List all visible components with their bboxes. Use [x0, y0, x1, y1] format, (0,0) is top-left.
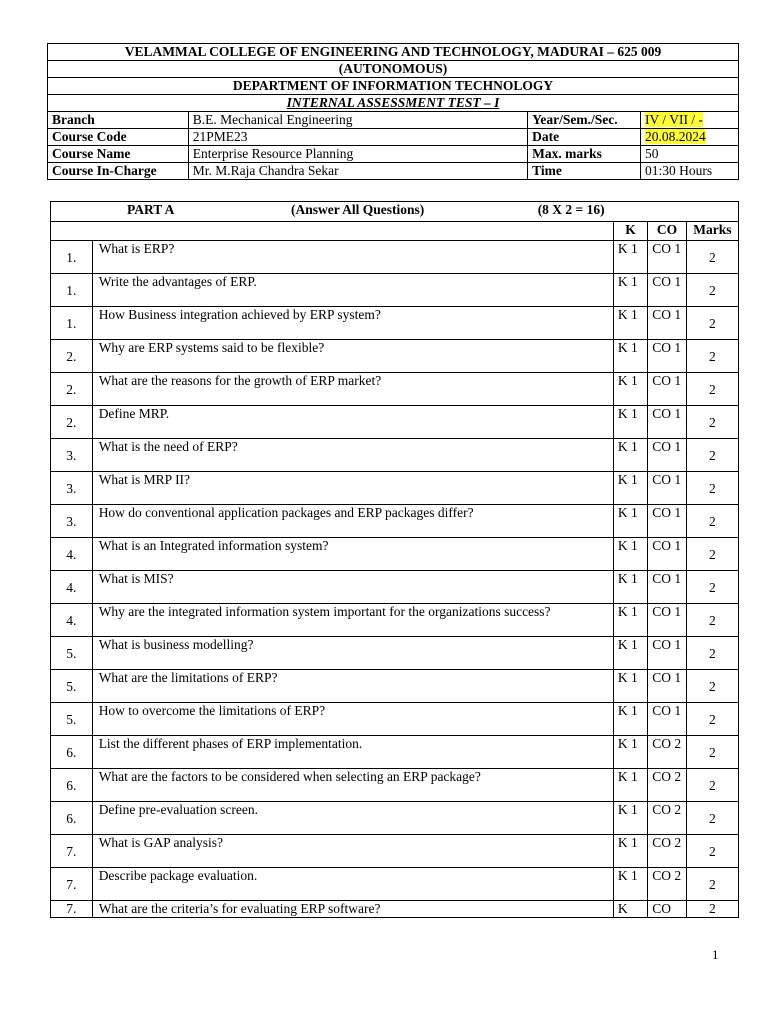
autonomous-label: (AUTONOMOUS): [48, 61, 739, 78]
question-text: What is MRP II?: [92, 472, 613, 505]
test-title: INTERNAL ASSESSMENT TEST – I: [48, 95, 739, 112]
question-text: What are the limitations of ERP?: [92, 670, 613, 703]
k-level: K 1: [613, 241, 647, 274]
question-row: [51, 472, 739, 505]
question-row: [51, 604, 739, 637]
highlighted-value: 20.08.2024: [645, 129, 706, 144]
k-level: K 1: [613, 340, 647, 373]
question-text: What is MIS?: [92, 571, 613, 604]
info-value: 21PME23: [188, 129, 527, 146]
question-text: What is the need of ERP?: [92, 439, 613, 472]
question-number: 1.: [51, 241, 93, 274]
k-level: K 1: [613, 670, 647, 703]
questions-body: [51, 241, 739, 918]
question-number: 2.: [51, 340, 93, 373]
course-outcome: CO 1: [648, 670, 687, 703]
course-outcome: CO 1: [648, 439, 687, 472]
highlighted-value: IV / VII / -: [645, 112, 704, 127]
question-marks: 2: [686, 868, 738, 901]
info-key: Course Name: [48, 146, 189, 163]
question-marks: 2: [686, 307, 738, 340]
col-marks-header: Marks: [686, 222, 738, 241]
question-marks: 2: [686, 538, 738, 571]
info-value: [641, 112, 739, 129]
info-value: Mr. M.Raja Chandra Sekar: [188, 163, 527, 180]
question-marks: 2: [686, 274, 738, 307]
question-marks: 2: [686, 406, 738, 439]
k-level: K 1: [613, 406, 647, 439]
question-number: 5.: [51, 703, 93, 736]
question-marks: 2: [686, 901, 738, 918]
k-level: K 1: [613, 571, 647, 604]
question-number: 3.: [51, 472, 93, 505]
col-co-header: CO: [648, 222, 687, 241]
course-outcome: CO 2: [648, 769, 687, 802]
course-outcome: CO 1: [648, 373, 687, 406]
k-level: K: [613, 901, 647, 918]
question-marks: 2: [686, 769, 738, 802]
part-a-title: PART A: [127, 202, 174, 217]
question-text: Describe package evaluation.: [92, 868, 613, 901]
k-level: K 1: [613, 637, 647, 670]
info-key: Max. marks: [528, 146, 641, 163]
course-outcome: CO 2: [648, 736, 687, 769]
course-outcome: CO 2: [648, 802, 687, 835]
question-marks: 2: [686, 505, 738, 538]
question-text: Why are ERP systems said to be flexible?: [92, 340, 613, 373]
question-marks: 2: [686, 472, 738, 505]
info-key: Year/Sem./Sec.: [528, 112, 641, 129]
question-marks: 2: [686, 637, 738, 670]
question-marks: 2: [686, 340, 738, 373]
question-text: How to overcome the limitations of ERP?: [92, 703, 613, 736]
question-text: What is GAP analysis?: [92, 835, 613, 868]
college-name: VELAMMAL COLLEGE OF ENGINEERING AND TECHNOLOGY, MADURAI – 625 009: [48, 44, 739, 61]
question-marks: 2: [686, 241, 738, 274]
info-row: [48, 112, 739, 129]
course-outcome: CO 1: [648, 307, 687, 340]
question-number: 6.: [51, 769, 93, 802]
info-value: [641, 129, 739, 146]
question-text: What is business modelling?: [92, 637, 613, 670]
question-number: 3.: [51, 505, 93, 538]
question-number: 2.: [51, 406, 93, 439]
question-row: [51, 571, 739, 604]
question-row: [51, 736, 739, 769]
course-outcome: CO 1: [648, 703, 687, 736]
question-text: What are the factors to be considered when selecting an ERP package?: [92, 769, 613, 802]
k-level: K 1: [613, 505, 647, 538]
question-row: [51, 406, 739, 439]
k-level: K 1: [613, 472, 647, 505]
question-text: What is an Integrated information system?: [92, 538, 613, 571]
question-text: List the different phases of ERP implementation.: [92, 736, 613, 769]
course-outcome: CO 1: [648, 604, 687, 637]
question-row: [51, 802, 739, 835]
course-outcome: CO 1: [648, 637, 687, 670]
question-marks: 2: [686, 736, 738, 769]
info-row: [48, 146, 739, 163]
k-level: K 1: [613, 439, 647, 472]
question-marks: 2: [686, 373, 738, 406]
info-key: Branch: [48, 112, 189, 129]
question-number: 6.: [51, 736, 93, 769]
question-text: What are the reasons for the growth of ERP market?: [92, 373, 613, 406]
part-a-header: [51, 202, 739, 222]
info-key: Time: [528, 163, 641, 180]
question-row: [51, 835, 739, 868]
k-level: K 1: [613, 307, 647, 340]
question-row: [51, 703, 739, 736]
question-number: 1.: [51, 274, 93, 307]
course-outcome: CO 1: [648, 505, 687, 538]
question-text: What are the criteria’s for evaluating ERP software?: [92, 901, 613, 918]
course-outcome: CO: [648, 901, 687, 918]
question-number: 7.: [51, 901, 93, 918]
k-level: K 1: [613, 373, 647, 406]
question-row: [51, 373, 739, 406]
question-marks: 2: [686, 835, 738, 868]
k-level: K 1: [613, 802, 647, 835]
info-key: Course Code: [48, 129, 189, 146]
info-key: Course In-Charge: [48, 163, 189, 180]
question-text: How Business integration achieved by ERP system?: [92, 307, 613, 340]
question-text: Why are the integrated information system important for the organizations success?: [92, 604, 613, 637]
question-row: [51, 670, 739, 703]
question-number: 5.: [51, 670, 93, 703]
column-headers: [51, 222, 739, 241]
course-outcome: CO 2: [648, 868, 687, 901]
question-text: How do conventional application packages and ERP packages differ?: [92, 505, 613, 538]
question-marks: 2: [686, 703, 738, 736]
question-row: [51, 274, 739, 307]
question-row: [51, 439, 739, 472]
course-outcome: CO 1: [648, 340, 687, 373]
question-number: 6.: [51, 802, 93, 835]
course-outcome: CO 1: [648, 538, 687, 571]
question-marks: 2: [686, 439, 738, 472]
question-number: 4.: [51, 571, 93, 604]
question-row: [51, 505, 739, 538]
question-number: 3.: [51, 439, 93, 472]
k-level: K 1: [613, 703, 647, 736]
question-number: 1.: [51, 307, 93, 340]
part-a-marks-formula: (8 X 2 = 16): [537, 202, 605, 217]
question-number: 7.: [51, 835, 93, 868]
info-key: Date: [528, 129, 641, 146]
k-level: K 1: [613, 868, 647, 901]
question-text: Define MRP.: [92, 406, 613, 439]
question-marks: 2: [686, 571, 738, 604]
question-row: [51, 241, 739, 274]
course-outcome: CO 1: [648, 241, 687, 274]
header-table: [47, 43, 739, 180]
course-outcome: CO 1: [648, 472, 687, 505]
question-row: [51, 769, 739, 802]
course-outcome: CO 2: [648, 835, 687, 868]
info-value: Enterprise Resource Planning: [188, 146, 527, 163]
question-number: 2.: [51, 373, 93, 406]
question-row: [51, 340, 739, 373]
course-outcome: CO 1: [648, 406, 687, 439]
course-outcome: CO 1: [648, 571, 687, 604]
page-number: 1: [712, 947, 719, 962]
k-level: K 1: [613, 769, 647, 802]
question-number: 4.: [51, 604, 93, 637]
question-text: Write the advantages of ERP.: [92, 274, 613, 307]
course-outcome: CO 1: [648, 274, 687, 307]
part-a-instruction: (Answer All Questions): [291, 202, 425, 217]
question-row: [51, 901, 739, 918]
info-value: 01:30 Hours: [641, 163, 739, 180]
info-value: B.E. Mechanical Engineering: [188, 112, 527, 129]
k-level: K 1: [613, 538, 647, 571]
k-level: K 1: [613, 604, 647, 637]
question-number: 7.: [51, 868, 93, 901]
question-row: [51, 637, 739, 670]
question-row: [51, 307, 739, 340]
info-row: [48, 129, 739, 146]
question-marks: 2: [686, 670, 738, 703]
question-marks: 2: [686, 802, 738, 835]
question-text: Define pre-evaluation screen.: [92, 802, 613, 835]
col-k-header: K: [613, 222, 647, 241]
department-name: DEPARTMENT OF INFORMATION TECHNOLOGY: [48, 78, 739, 95]
k-level: K 1: [613, 736, 647, 769]
question-number: 5.: [51, 637, 93, 670]
question-text: What is ERP?: [92, 241, 613, 274]
k-level: K 1: [613, 274, 647, 307]
questions-table: [50, 201, 739, 918]
question-row: [51, 538, 739, 571]
info-row: [48, 163, 739, 180]
info-value: 50: [641, 146, 739, 163]
question-marks: 2: [686, 604, 738, 637]
question-number: 4.: [51, 538, 93, 571]
k-level: K 1: [613, 835, 647, 868]
question-row: [51, 868, 739, 901]
